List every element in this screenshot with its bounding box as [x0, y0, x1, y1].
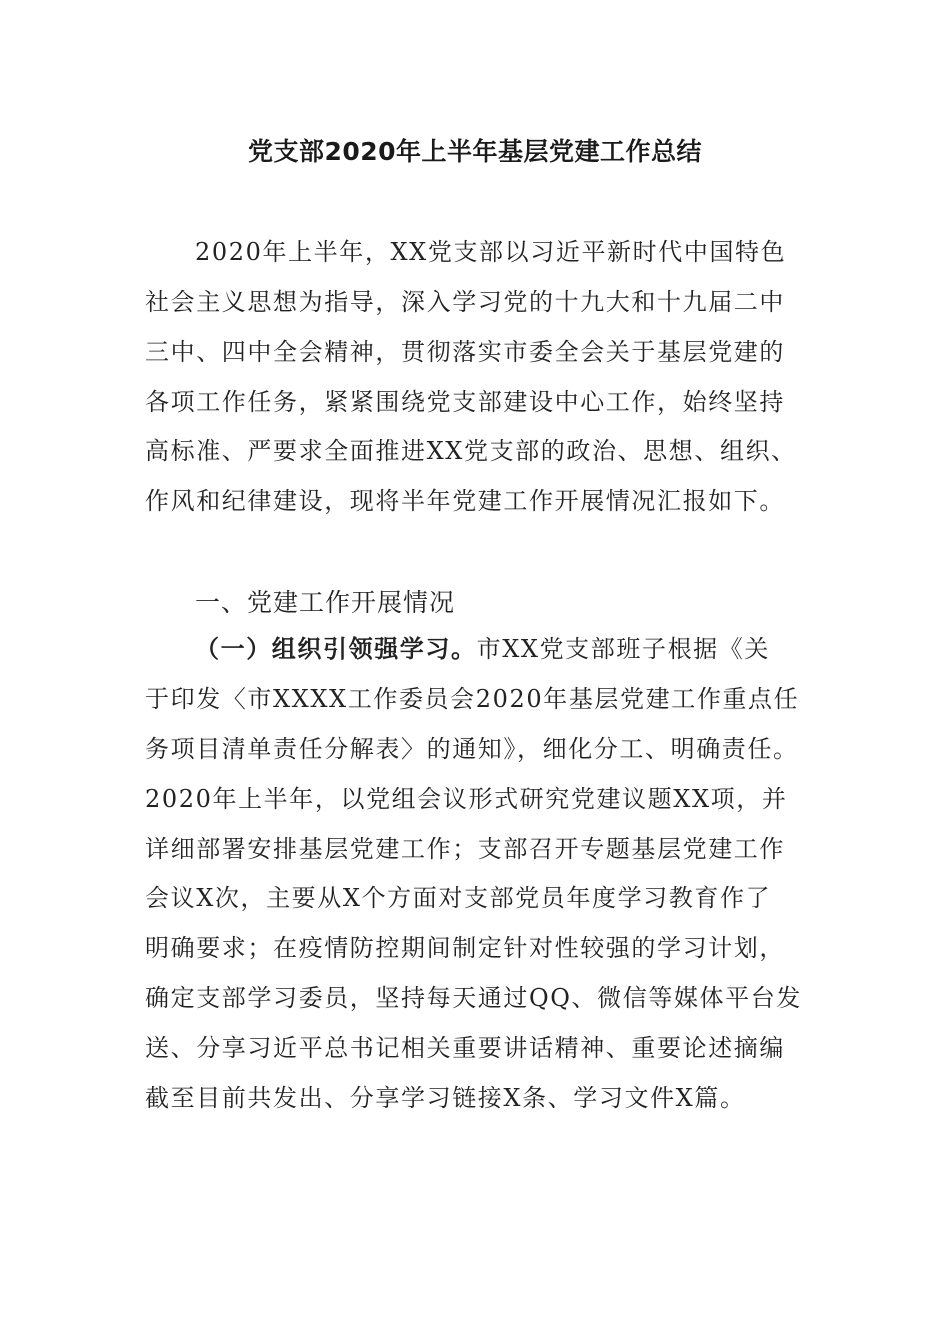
- subsection-line: 详细部署安排基层党建工作；支部召开专题基层党建工作: [145, 835, 785, 863]
- subsection-line: 于印发〈市XXXX工作委员会2020年基层党建工作重点任: [145, 685, 800, 713]
- subsection-line: 送、分享习近平总书记相关重要讲话精神、重要论述摘编: [145, 1034, 785, 1062]
- intro-line: 作风和纪律建设，现将半年党建工作开展情况汇报如下。: [145, 487, 785, 515]
- intro-line: 2020年上半年，XX党支部以习近平新时代中国特色: [195, 238, 787, 266]
- subsection-line: 2020年上半年，以党组会议形式研究党建议题XX项，并: [145, 785, 788, 813]
- subsection-heading: （一）组织引领强学习。: [195, 634, 477, 663]
- intro-line: 社会主义思想为指导，深入学习党的十九大和十九届二中: [145, 288, 785, 316]
- section-heading: 一、党建工作开展情况: [195, 588, 456, 617]
- subsection-line: 截至目前共发出、分享学习链接X条、学习文件X篇。: [145, 1084, 746, 1112]
- intro-line: 高标准、严要求全面推进XX党支部的政治、思想、组织、: [145, 437, 797, 465]
- document-title: 党支部2020年上半年基层党建工作总结: [247, 137, 703, 166]
- subsection-line: 确定支部学习委员，坚持每天通过QQ、微信等媒体平台发: [145, 984, 802, 1012]
- subsection-first-line: [145, 632, 825, 666]
- intro-line: 各项工作任务，紧紧围绕党支部建设中心工作，始终坚持: [145, 388, 785, 416]
- subsection-line: 明确要求；在疫情防控期间制定针对性较强的学习计划，: [145, 934, 785, 962]
- subsection-line: 务项目清单责任分解表〉的通知》，细化分工、明确责任。: [145, 735, 799, 763]
- intro-line: 三中、四中全会精神，贯彻落实市委全会关于基层党建的: [145, 338, 785, 366]
- subsection-line: 会议X次，主要从X个方面对支部党员年度学习教育作了: [145, 884, 772, 912]
- subsection-first-line-text: 市XX党支部班子根据《关: [476, 635, 770, 663]
